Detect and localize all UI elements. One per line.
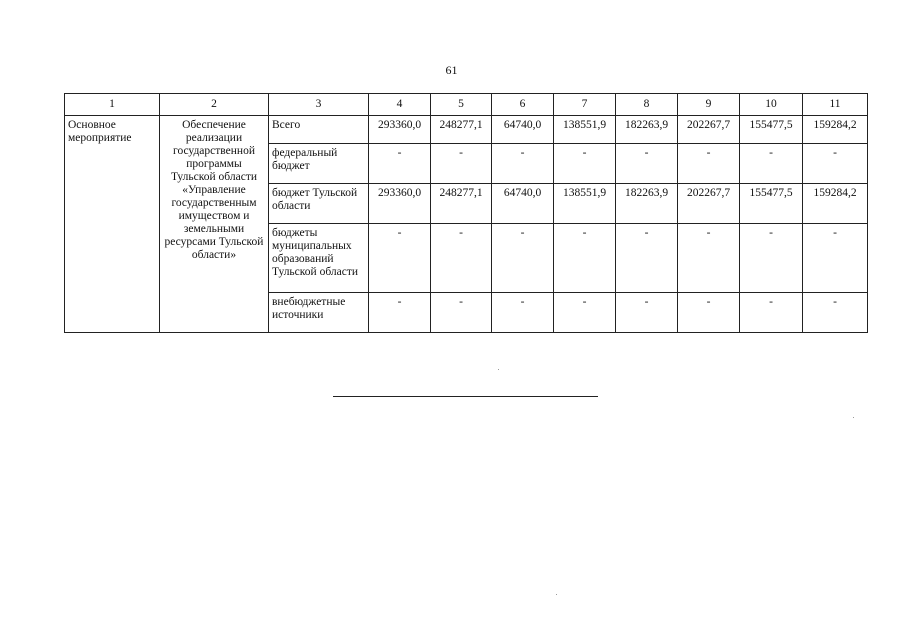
value-cell: 159284,2 bbox=[803, 116, 868, 144]
value-cell: - bbox=[803, 144, 868, 184]
value-cell: - bbox=[678, 144, 740, 184]
event-name-cell: Обеспечение реализации государственной программы Тульской области «Управление государственным имуществом и земельными ресурсами Тульской области» bbox=[160, 116, 269, 333]
header-cell: 3 bbox=[269, 94, 369, 116]
header-cell: 1 bbox=[65, 94, 160, 116]
value-cell: 138551,9 bbox=[554, 184, 616, 224]
value-cell: - bbox=[616, 144, 678, 184]
value-cell: - bbox=[492, 293, 554, 333]
scan-speck bbox=[556, 594, 557, 595]
header-cell: 8 bbox=[616, 94, 678, 116]
value-cell: - bbox=[369, 224, 431, 293]
value-cell: - bbox=[431, 293, 492, 333]
header-cell: 7 bbox=[554, 94, 616, 116]
value-cell: 202267,7 bbox=[678, 116, 740, 144]
value-cell: - bbox=[369, 293, 431, 333]
end-rule bbox=[333, 396, 598, 397]
value-cell: - bbox=[740, 144, 803, 184]
value-cell: - bbox=[678, 224, 740, 293]
value-cell: 182263,9 bbox=[616, 116, 678, 144]
header-cell: 5 bbox=[431, 94, 492, 116]
value-cell: 159284,2 bbox=[803, 184, 868, 224]
source-cell: внебюджетные источники bbox=[269, 293, 369, 333]
value-cell: 182263,9 bbox=[616, 184, 678, 224]
source-cell: бюджет Тульской области bbox=[269, 184, 369, 224]
source-cell: Всего bbox=[269, 116, 369, 144]
value-cell: - bbox=[740, 293, 803, 333]
value-cell: 248277,1 bbox=[431, 116, 492, 144]
value-cell: 155477,5 bbox=[740, 184, 803, 224]
page-number: 61 bbox=[445, 63, 458, 77]
scan-speck bbox=[498, 369, 499, 370]
value-cell: - bbox=[554, 224, 616, 293]
header-cell: 4 bbox=[369, 94, 431, 116]
header-cell: 6 bbox=[492, 94, 554, 116]
header-cell: 2 bbox=[160, 94, 269, 116]
value-cell: 248277,1 bbox=[431, 184, 492, 224]
value-cell: - bbox=[740, 224, 803, 293]
scan-speck bbox=[853, 417, 854, 418]
value-cell: 64740,0 bbox=[492, 184, 554, 224]
value-cell: 155477,5 bbox=[740, 116, 803, 144]
header-cell: 11 bbox=[803, 94, 868, 116]
table-row bbox=[65, 116, 868, 144]
value-cell: 293360,0 bbox=[369, 184, 431, 224]
value-cell: - bbox=[678, 293, 740, 333]
header-row bbox=[65, 94, 868, 116]
value-cell: - bbox=[616, 293, 678, 333]
value-cell: 202267,7 bbox=[678, 184, 740, 224]
value-cell: - bbox=[492, 224, 554, 293]
value-cell: - bbox=[554, 293, 616, 333]
value-cell: - bbox=[554, 144, 616, 184]
source-cell: федеральный бюджет bbox=[269, 144, 369, 184]
header-cell: 9 bbox=[678, 94, 740, 116]
value-cell: - bbox=[369, 144, 431, 184]
event-type-cell: Основное мероприятие bbox=[65, 116, 160, 333]
source-cell: бюджеты муниципальных образований Тульской области bbox=[269, 224, 369, 293]
header-cell: 10 bbox=[740, 94, 803, 116]
value-cell: 64740,0 bbox=[492, 116, 554, 144]
value-cell: - bbox=[803, 293, 868, 333]
value-cell: - bbox=[803, 224, 868, 293]
value-cell: - bbox=[616, 224, 678, 293]
value-cell: - bbox=[492, 144, 554, 184]
value-cell: - bbox=[431, 224, 492, 293]
funding-table bbox=[64, 93, 868, 333]
value-cell: 293360,0 bbox=[369, 116, 431, 144]
value-cell: 138551,9 bbox=[554, 116, 616, 144]
value-cell: - bbox=[431, 144, 492, 184]
